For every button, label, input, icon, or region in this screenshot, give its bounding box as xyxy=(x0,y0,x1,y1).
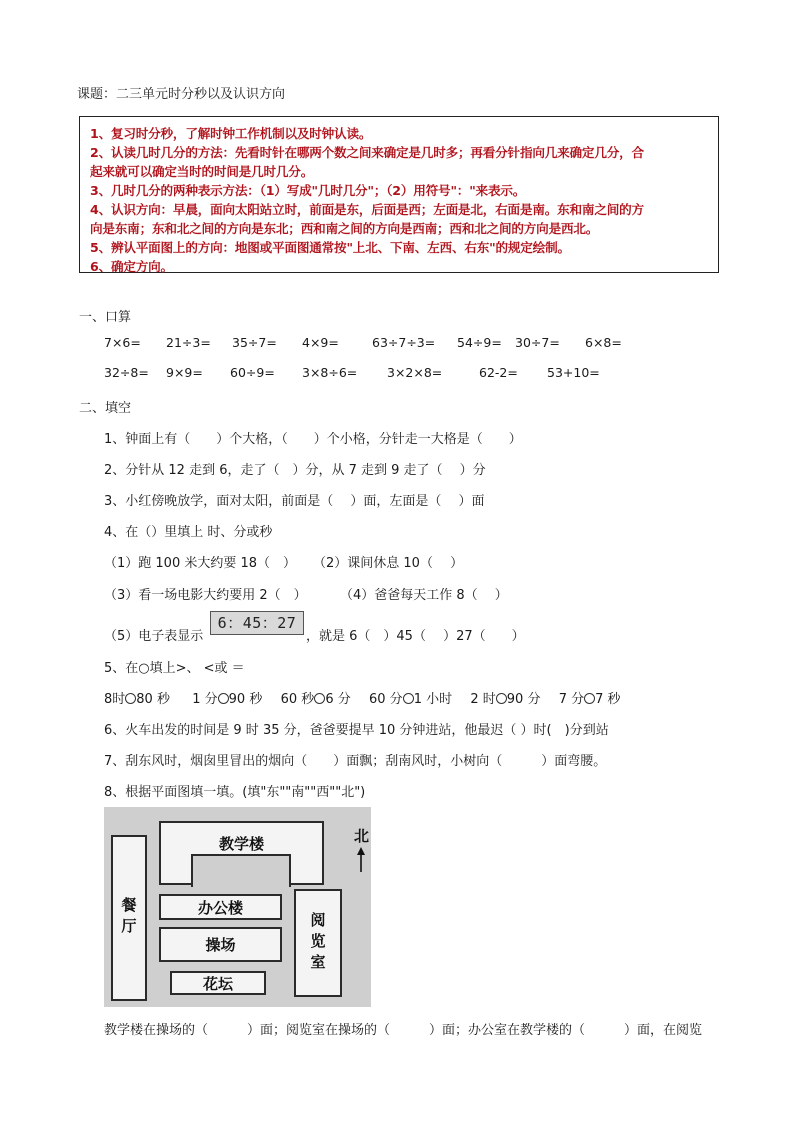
oral-item: 62-2= xyxy=(479,365,518,380)
compare-circle xyxy=(584,693,595,704)
map-teaching-building: 教学楼 xyxy=(159,821,324,885)
map-reading-room: 阅览室 xyxy=(294,889,342,997)
oral-item: 53+10= xyxy=(547,365,600,380)
oral-item: 9×9= xyxy=(166,365,203,380)
question-7: 7、刮东风时，烟囱里冒出的烟向（ ）面飘；刮南风时，小树向（ ）面弯腰。 xyxy=(104,754,607,769)
oral-item: 30÷7= xyxy=(515,335,560,350)
oral-item: 6×8= xyxy=(585,335,622,350)
north-label: 北 xyxy=(354,827,370,845)
oral-item: 35÷7= xyxy=(232,335,277,350)
oral-item: 63÷7÷3= xyxy=(372,335,436,350)
section-oral-heading: 一、口算 xyxy=(79,310,132,325)
key-point-2: 2、认读几时几分的方法：先看时针在哪两个数之间来确定是几时多；再看分针指向几来确定几分，合 xyxy=(90,145,644,160)
map-playground: 操场 xyxy=(159,927,282,962)
key-points-box xyxy=(79,116,719,273)
oral-item: 21÷3= xyxy=(166,335,211,350)
section-fill-heading: 二、填空 xyxy=(79,401,132,416)
key-point-4-cont: 向是东南；东和北之间的方向是东北；西和南之间的方向是西南；西和北之间的方向是西北。 xyxy=(90,221,599,236)
compare-circle xyxy=(218,693,229,704)
question-4-5-prefix: （5）电子表显示 xyxy=(104,629,204,644)
key-point-1: 1、复习时分秒，了解时钟工作机制以及时钟认读。 xyxy=(90,126,372,141)
map-canteen: 餐厅 xyxy=(111,835,147,1001)
key-point-2-cont: 起来就可以确定当时的时间是几时几分。 xyxy=(90,164,314,179)
question-2: 2、分针从 12 走到 6，走了（ ）分，从 7 走到 9 走了（ ）分 xyxy=(104,463,486,478)
key-point-4: 4、认识方向：早晨，面向太阳站立时，前面是东，后面是西；左面是北，右面是南。东和南之间的方 xyxy=(90,202,644,217)
compare-circle xyxy=(496,693,507,704)
compare-circle xyxy=(125,693,136,704)
question-3: 3、小红傍晚放学，面对太阳，前面是（ ）面，左面是（ ）面 xyxy=(104,494,485,509)
digital-clock-display: 6：45：27 xyxy=(210,611,304,635)
question-4-4: （4）爸爸每天工作 8（ ） xyxy=(340,588,508,603)
question-8-answer-line: 教学楼在操场的（ ）面；阅览室在操场的（ ）面；办公室在教学楼的（ ）面，在阅览 xyxy=(104,1023,703,1038)
oral-item: 32÷8= xyxy=(104,365,149,380)
oral-item: 3×8÷6= xyxy=(302,365,358,380)
question-8: 8、根据平面图填一填。(填"东""南""西""北") xyxy=(104,785,366,800)
campus-map xyxy=(104,807,371,1007)
map-building-notch xyxy=(191,854,291,887)
question-5: 5、在○填上>、 <或 ＝ xyxy=(104,661,245,676)
question-4-5-suffix: ，就是 6（ ）45（ ）27（ ） xyxy=(306,629,525,644)
compare-circle xyxy=(314,693,325,704)
page-title: 课题：二三单元时分秒以及认识方向 xyxy=(77,87,286,102)
key-point-3: 3、几时几分的两种表示方法：（1）写成"几时几分"；（2）用符号"："来表示。 xyxy=(90,183,526,198)
key-point-5: 5、辨认平面图上的方向：地图或平面图通常按"上北、下南、左西、右东"的规定绘制。 xyxy=(90,240,570,255)
oral-item: 60÷9= xyxy=(230,365,275,380)
oral-item: 54÷9= xyxy=(457,335,502,350)
oral-item: 7×6= xyxy=(104,335,141,350)
question-4-1: （1）跑 100 米大约要 18（ ） xyxy=(104,556,297,571)
oral-item: 4×9= xyxy=(302,335,339,350)
compare-circle xyxy=(403,693,414,704)
question-6: 6、火车出发的时间是 9 时 35 分，爸爸要提早 10 分钟进站，他最迟（ ）时( )分到站 xyxy=(104,723,609,738)
key-point-6: 6、确定方向。 xyxy=(90,259,173,274)
question-1: 1、钟面上有（ ）个大格，（ ）个小格，分针走一大格是（ ） xyxy=(104,432,522,447)
compare-row: 8时 80 秒 1 分 90 秒 60 秒 6 分 60 分 1 小时 2 时 90 分 7 分 7 秒 xyxy=(104,692,621,707)
map-flower-bed: 花坛 xyxy=(170,971,266,995)
question-4: 4、在（）里填上 时、分或秒 xyxy=(104,525,273,540)
map-office: 办公楼 xyxy=(159,894,282,920)
north-arrow-icon xyxy=(354,847,368,873)
oral-item: 3×2×8= xyxy=(387,365,443,380)
question-4-2: （2）课间休息 10（ ） xyxy=(313,556,464,571)
question-4-3: （3）看一场电影大约要用 2（ ） xyxy=(104,588,307,603)
